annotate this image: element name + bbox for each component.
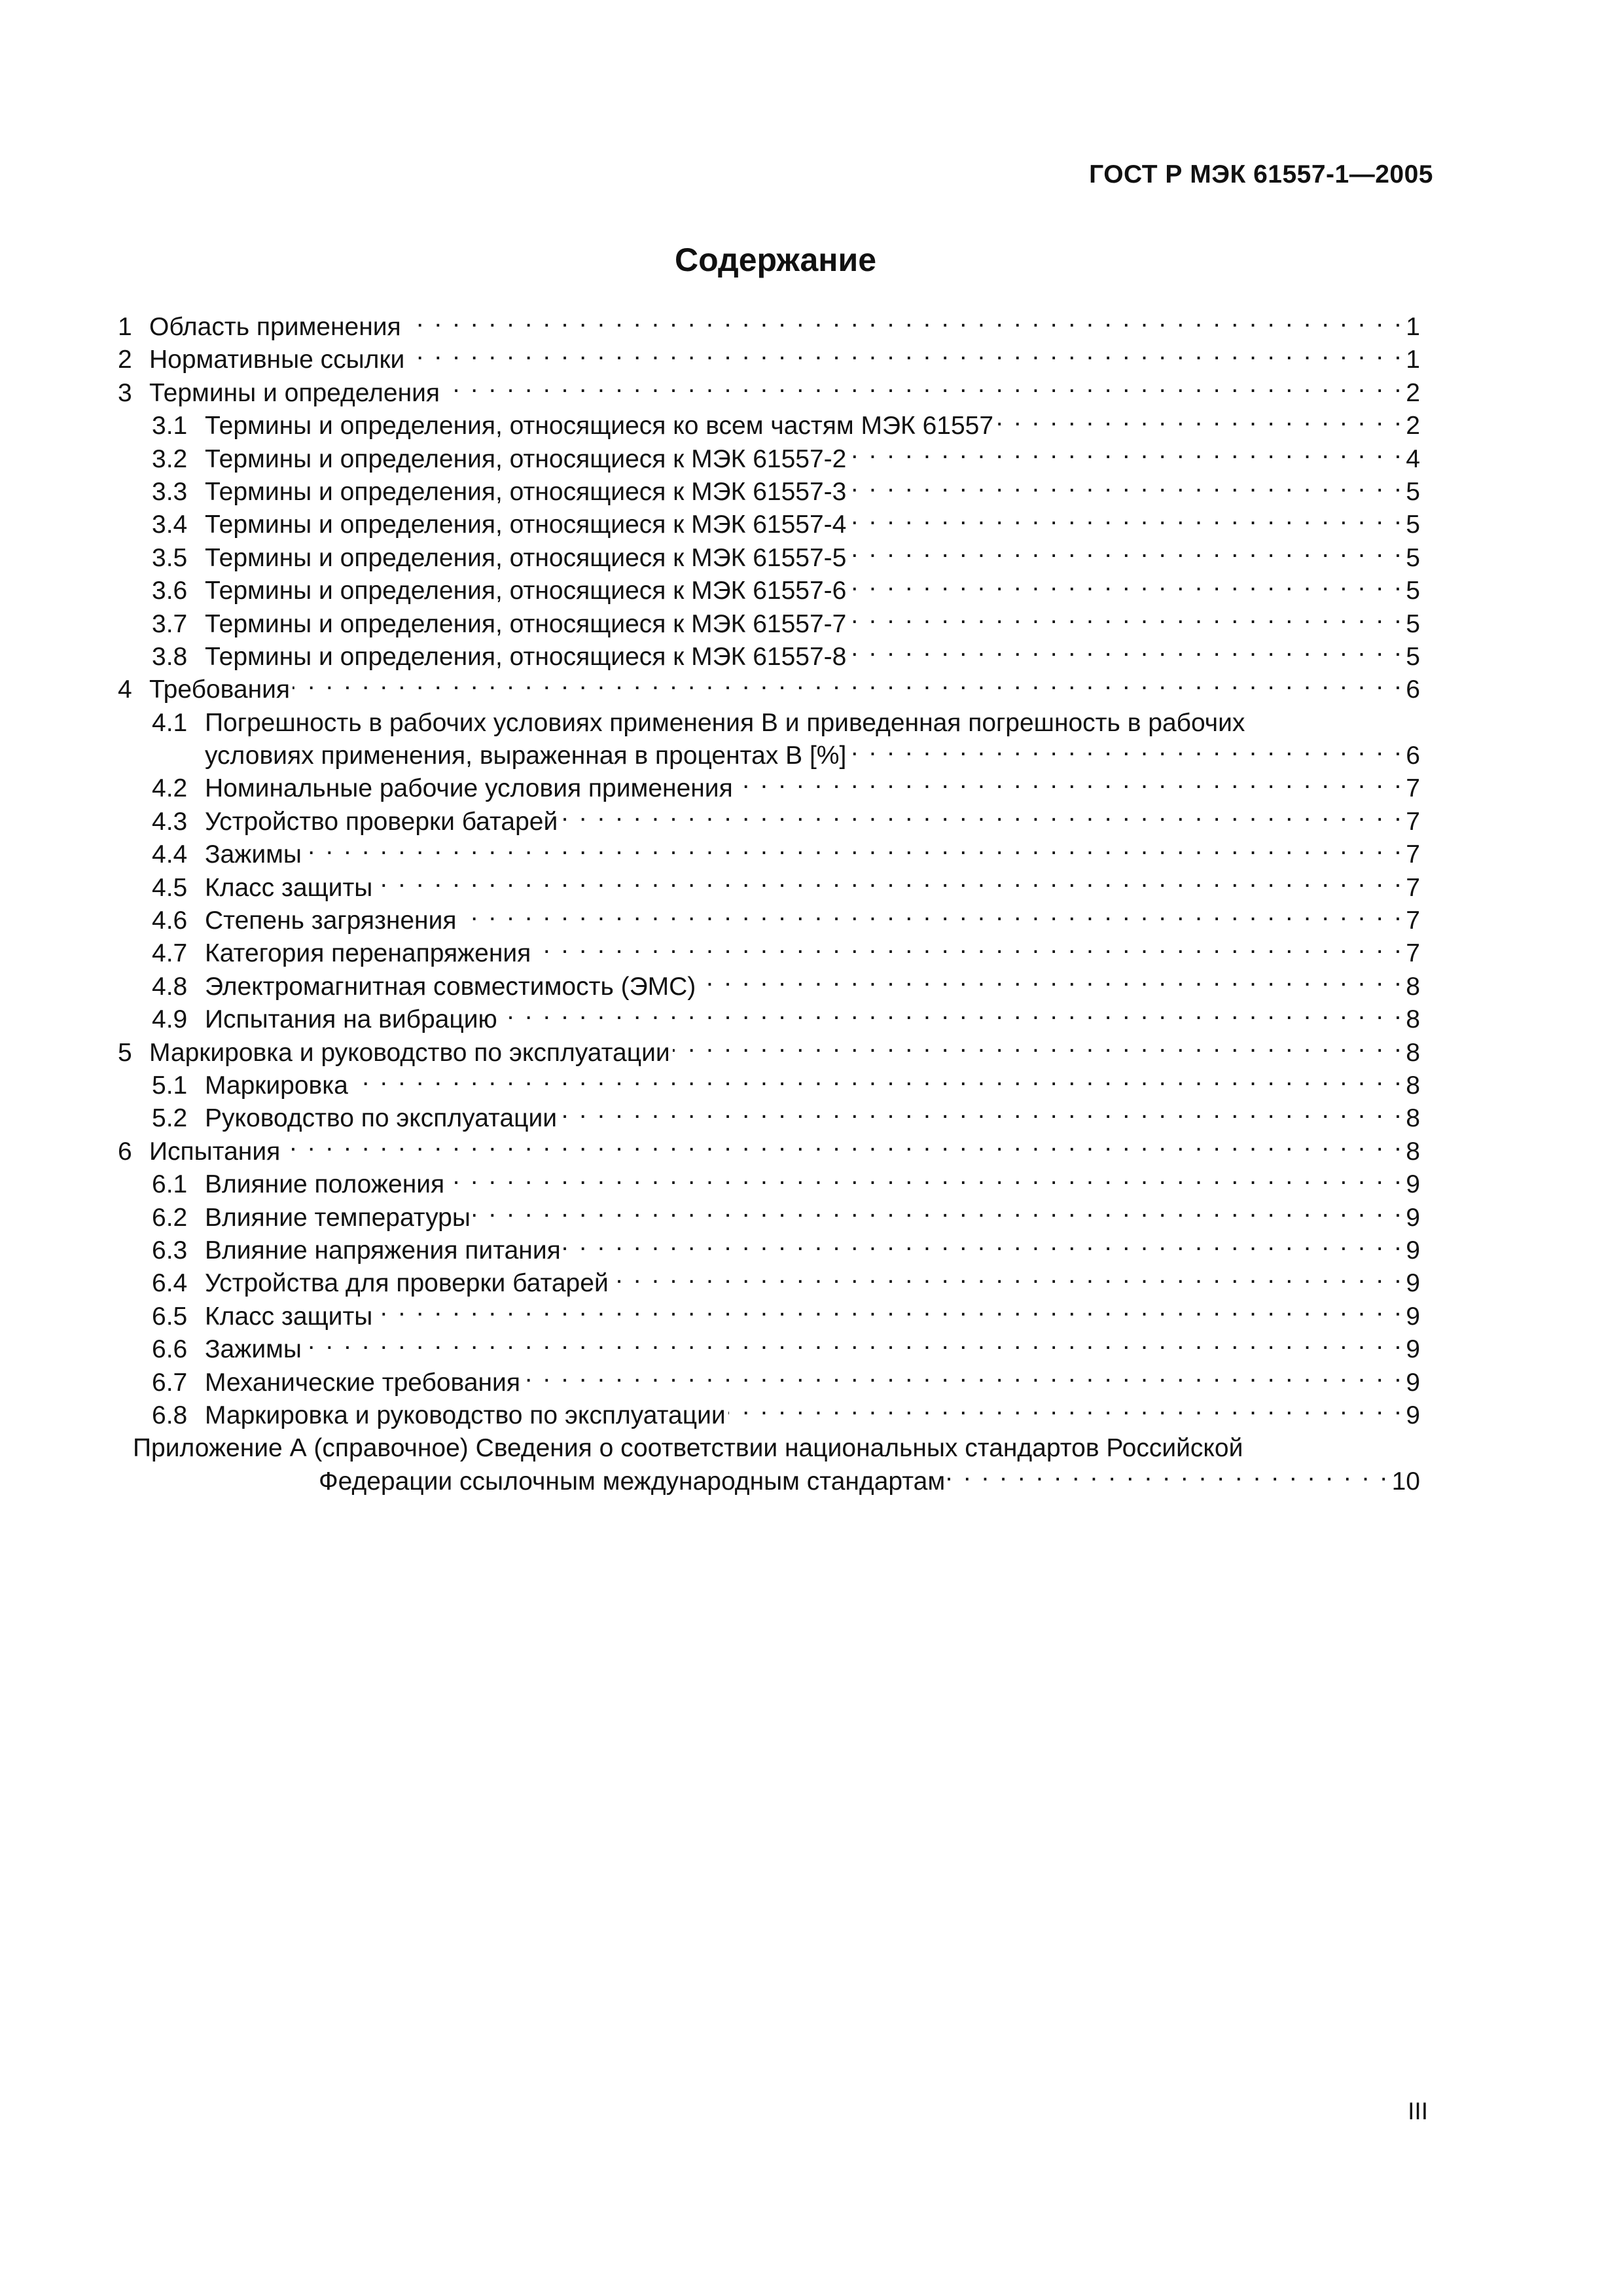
toc-entry[interactable] xyxy=(118,1102,1420,1135)
toc-entry-number: 6.3 xyxy=(152,1236,188,1265)
toc-entry-number: 3.1 xyxy=(152,412,188,440)
dot-leader xyxy=(447,1167,1403,1193)
toc-entry-title: Категория перенапряжения xyxy=(205,939,531,968)
toc-entry-page: 8 xyxy=(1406,972,1420,1001)
dot-leader xyxy=(736,771,1404,797)
toc-entry-title: Термины и определения, относящиеся к МЭК 61557-2 xyxy=(205,444,847,473)
dot-leader xyxy=(849,738,1403,764)
toc-entry[interactable] xyxy=(118,1367,1420,1399)
document-code: ГОСТ Р МЭК 61557-1—2005 xyxy=(1089,160,1433,188)
toc-entry-number: 3.3 xyxy=(152,477,188,506)
toc-entry-title-line1: Погрешность в рабочих условиях применения В и приведенная погрешность в рабочих xyxy=(205,708,1245,737)
toc-entry-page: 9 xyxy=(1406,1302,1420,1331)
toc-entry-number: 6.5 xyxy=(152,1302,188,1331)
toc-entry-title-line2: условиях применения, выраженная в процентах В [%] xyxy=(205,742,847,770)
dot-leader xyxy=(611,1266,1404,1291)
toc-entry-page: 2 xyxy=(1406,378,1420,407)
toc-entry-number: 4.8 xyxy=(152,972,188,1001)
dot-leader xyxy=(533,936,1403,961)
toc-entry[interactable] xyxy=(118,905,1420,937)
toc-entry[interactable] xyxy=(118,1267,1420,1300)
toc-entry[interactable] xyxy=(118,1333,1420,1366)
toc-entry-title: Маркировка и руководство по эксплуатации xyxy=(149,1038,670,1067)
toc-entry[interactable] xyxy=(118,509,1420,541)
toc-entry[interactable] xyxy=(118,1037,1420,1069)
dot-leader xyxy=(563,1233,1404,1259)
dot-leader xyxy=(375,1299,1403,1325)
dot-leader xyxy=(375,870,1403,896)
toc-entry-title: Испытания на вибрацию xyxy=(205,1005,497,1034)
dot-leader xyxy=(849,541,1403,566)
toc-entry-title: Маркировка xyxy=(205,1071,348,1100)
toc-entry-number: 4.9 xyxy=(152,1005,188,1034)
toc-entry-title: Область применения xyxy=(149,312,401,341)
toc-entry-number: 6.8 xyxy=(152,1401,188,1429)
toc-entry-title: Термины и определения, относящиеся к МЭК 61557-6 xyxy=(205,577,847,605)
toc-entry-title: Класс защиты xyxy=(205,873,373,902)
toc-entry-title: Влияние температуры xyxy=(205,1203,471,1232)
toc-entry-title: Электромагнитная совместимость (ЭМС) xyxy=(205,972,696,1001)
toc-entry-page: 7 xyxy=(1406,840,1420,869)
toc-appendix-entry[interactable] xyxy=(118,1432,1420,1498)
toc-entry-page: 7 xyxy=(1406,873,1420,902)
toc-entry-title: Влияние напряжения питания xyxy=(205,1236,561,1265)
toc-title: Содержание xyxy=(674,242,877,278)
toc-entry-page: 7 xyxy=(1406,939,1420,968)
toc-entry-title: Устройство проверки батарей xyxy=(205,807,558,836)
toc-entry[interactable] xyxy=(118,872,1420,905)
toc-entry[interactable] xyxy=(118,377,1420,410)
toc-entry-page: 2 xyxy=(1406,412,1420,440)
toc-entry[interactable] xyxy=(118,476,1420,509)
toc-entry[interactable] xyxy=(118,1136,1420,1168)
toc-entry-page: 5 xyxy=(1406,543,1420,572)
toc-entry-title: Степень загрязнения xyxy=(205,906,457,935)
dot-leader xyxy=(442,376,1403,401)
toc-entry-page: 9 xyxy=(1406,1236,1420,1265)
toc-entry-number: 6.1 xyxy=(152,1170,188,1199)
dot-leader xyxy=(673,1035,1404,1061)
toc-entry-page: 9 xyxy=(1406,1401,1420,1429)
toc-entry[interactable] xyxy=(118,608,1420,641)
toc-entry-page: 5 xyxy=(1406,577,1420,605)
toc-entry-number: 5 xyxy=(118,1038,132,1067)
table-of-contents xyxy=(118,311,1420,1498)
toc-entry-number: 4.6 xyxy=(152,906,188,935)
toc-entry-number: 2 xyxy=(118,346,132,374)
dot-leader xyxy=(283,1134,1403,1160)
toc-entry[interactable] xyxy=(118,772,1420,805)
toc-entry-number: 5.2 xyxy=(152,1104,188,1133)
toc-entry-number: 4.3 xyxy=(152,807,188,836)
toc-entry-number: 1 xyxy=(118,313,132,341)
toc-entry[interactable] xyxy=(118,838,1420,871)
toc-entry-number: 3.6 xyxy=(152,577,188,605)
toc-entry-title: Термины и определения, относящиеся к МЭК 61557-8 xyxy=(205,642,847,671)
toc-entry[interactable] xyxy=(118,1234,1420,1267)
toc-entry-page: 5 xyxy=(1406,642,1420,671)
toc-entry-number: 6 xyxy=(118,1137,132,1166)
toc-appendix-title-line2: Федерации ссылочным международным стандартам xyxy=(319,1467,946,1496)
toc-entry-title: Термины и определения, относящиеся к МЭК 61557-5 xyxy=(205,543,847,572)
toc-entry-title: Руководство по эксплуатации xyxy=(205,1104,558,1133)
toc-entry-page: 7 xyxy=(1406,807,1420,836)
toc-entry-page: 1 xyxy=(1406,346,1420,374)
toc-entry-title: Класс защиты xyxy=(205,1302,373,1331)
dot-leader xyxy=(996,408,1403,434)
toc-entry-number: 4.5 xyxy=(152,873,188,902)
toc-entry[interactable] xyxy=(118,344,1420,376)
toc-entry-page: 8 xyxy=(1406,1038,1420,1067)
toc-entry-page: 8 xyxy=(1406,1104,1420,1133)
toc-appendix-title-line1: Приложение А (справочное) Сведения о соответствии национальных стандартов Российской xyxy=(133,1434,1243,1463)
toc-entry-page: 7 xyxy=(1406,906,1420,935)
toc-entry-number: 3 xyxy=(118,378,132,407)
toc-entry-page: 1 xyxy=(1406,312,1420,341)
toc-entry-number: 6.7 xyxy=(152,1368,188,1397)
dot-leader xyxy=(728,1398,1404,1424)
toc-entry[interactable] xyxy=(118,937,1420,970)
toc-entry[interactable] xyxy=(118,311,1420,344)
toc-entry[interactable] xyxy=(118,806,1420,838)
dot-leader xyxy=(849,507,1403,533)
toc-entry-page: 8 xyxy=(1406,1071,1420,1100)
dot-leader xyxy=(948,1464,1389,1490)
toc-entry-page: 9 xyxy=(1406,1170,1420,1199)
dot-leader xyxy=(473,1200,1403,1226)
toc-entry-title: Термины и определения xyxy=(149,378,440,407)
toc-entry-page: 9 xyxy=(1406,1269,1420,1298)
toc-entry[interactable] xyxy=(118,542,1420,575)
toc-entry[interactable] xyxy=(118,971,1420,1003)
dot-leader xyxy=(849,475,1403,500)
toc-entry[interactable] xyxy=(118,443,1420,476)
toc-entry-number: 3.2 xyxy=(152,444,188,473)
toc-entry-title: Нормативные ссылки xyxy=(149,346,405,374)
dot-leader xyxy=(849,442,1403,467)
toc-entry-page: 4 xyxy=(1406,444,1420,473)
toc-entry-page: 6 xyxy=(1406,742,1420,770)
dot-leader xyxy=(293,672,1403,698)
toc-entry-title: Термины и определения, относящиеся ко всем частям МЭК 61557 xyxy=(205,412,994,440)
toc-entry-number: 3.7 xyxy=(152,609,188,638)
toc-entry-page: 9 xyxy=(1406,1335,1420,1364)
toc-entry-title: Требования xyxy=(149,675,291,704)
toc-entry-title: Маркировка и руководство по эксплуатации xyxy=(205,1401,726,1429)
toc-entry-title: Термины и определения, относящиеся к МЭК 61557-7 xyxy=(205,609,847,638)
toc-entry-number: 6.4 xyxy=(152,1269,188,1298)
toc-entry-title: Номинальные рабочие условия применения xyxy=(205,774,733,803)
toc-entry-number: 6.6 xyxy=(152,1335,188,1364)
toc-entry-number: 4.1 xyxy=(152,708,188,737)
toc-entry-number: 4.7 xyxy=(152,939,188,968)
dot-leader xyxy=(459,903,1404,929)
toc-entry-page: 8 xyxy=(1406,1137,1420,1166)
toc-entry-number: 4 xyxy=(118,675,132,704)
toc-entry-title: Термины и определения, относящиеся к МЭК 61557-3 xyxy=(205,477,847,506)
toc-entry-page: 5 xyxy=(1406,609,1420,638)
dot-leader xyxy=(351,1068,1403,1094)
dot-leader xyxy=(849,639,1403,665)
toc-entry[interactable] xyxy=(118,1399,1420,1432)
toc-entry-number: 4.2 xyxy=(152,774,188,803)
toc-entry-title: Механические требования xyxy=(205,1368,520,1397)
toc-entry[interactable] xyxy=(118,1069,1420,1102)
toc-entry-page: 9 xyxy=(1406,1368,1420,1397)
toc-entry-title: Устройства для проверки батарей xyxy=(205,1269,609,1298)
toc-entry-title: Зажимы xyxy=(205,1335,302,1364)
toc-entry[interactable] xyxy=(118,1202,1420,1234)
page-number: III xyxy=(1408,2098,1428,2125)
toc-entry[interactable] xyxy=(118,1168,1420,1201)
dot-leader xyxy=(404,310,1404,335)
toc-entry-title: Испытания xyxy=(149,1137,281,1166)
toc-entry-number: 4.4 xyxy=(152,840,188,869)
toc-entry-page: 6 xyxy=(1406,675,1420,704)
toc-entry-page: 9 xyxy=(1406,1203,1420,1232)
toc-entry[interactable] xyxy=(118,1003,1420,1036)
toc-entry[interactable] xyxy=(118,410,1420,442)
toc-entry[interactable] xyxy=(118,673,1420,706)
toc-entry[interactable] xyxy=(118,707,1420,773)
dot-leader xyxy=(698,969,1403,995)
dot-leader xyxy=(849,607,1403,632)
toc-entry-title: Термины и определения, относящиеся к МЭК 61557-4 xyxy=(205,511,847,539)
toc-entry-number: 3.5 xyxy=(152,543,188,572)
toc-entry-number: 3.4 xyxy=(152,511,188,539)
toc-entry[interactable] xyxy=(118,641,1420,673)
toc-entry[interactable] xyxy=(118,1300,1420,1333)
dot-leader xyxy=(849,573,1403,599)
toc-entry-number: 3.8 xyxy=(152,642,188,671)
toc-entry-number: 6.2 xyxy=(152,1203,188,1232)
toc-entry-page: 10 xyxy=(1391,1467,1420,1496)
dot-leader xyxy=(560,1101,1403,1126)
dot-leader xyxy=(523,1365,1403,1391)
toc-entry-title: Зажимы xyxy=(205,840,302,869)
toc-entry-number: 5.1 xyxy=(152,1071,188,1100)
dot-leader xyxy=(407,342,1403,368)
toc-entry-page: 7 xyxy=(1406,774,1420,803)
toc-entry-page: 5 xyxy=(1406,511,1420,539)
toc-entry-title: Влияние положения xyxy=(205,1170,445,1199)
toc-entry-page: 8 xyxy=(1406,1005,1420,1034)
dot-leader xyxy=(560,804,1403,830)
toc-entry-page: 5 xyxy=(1406,477,1420,506)
toc-entry[interactable] xyxy=(118,575,1420,607)
dot-leader xyxy=(500,1002,1404,1028)
dot-leader xyxy=(304,1332,1403,1357)
dot-leader xyxy=(304,837,1403,863)
